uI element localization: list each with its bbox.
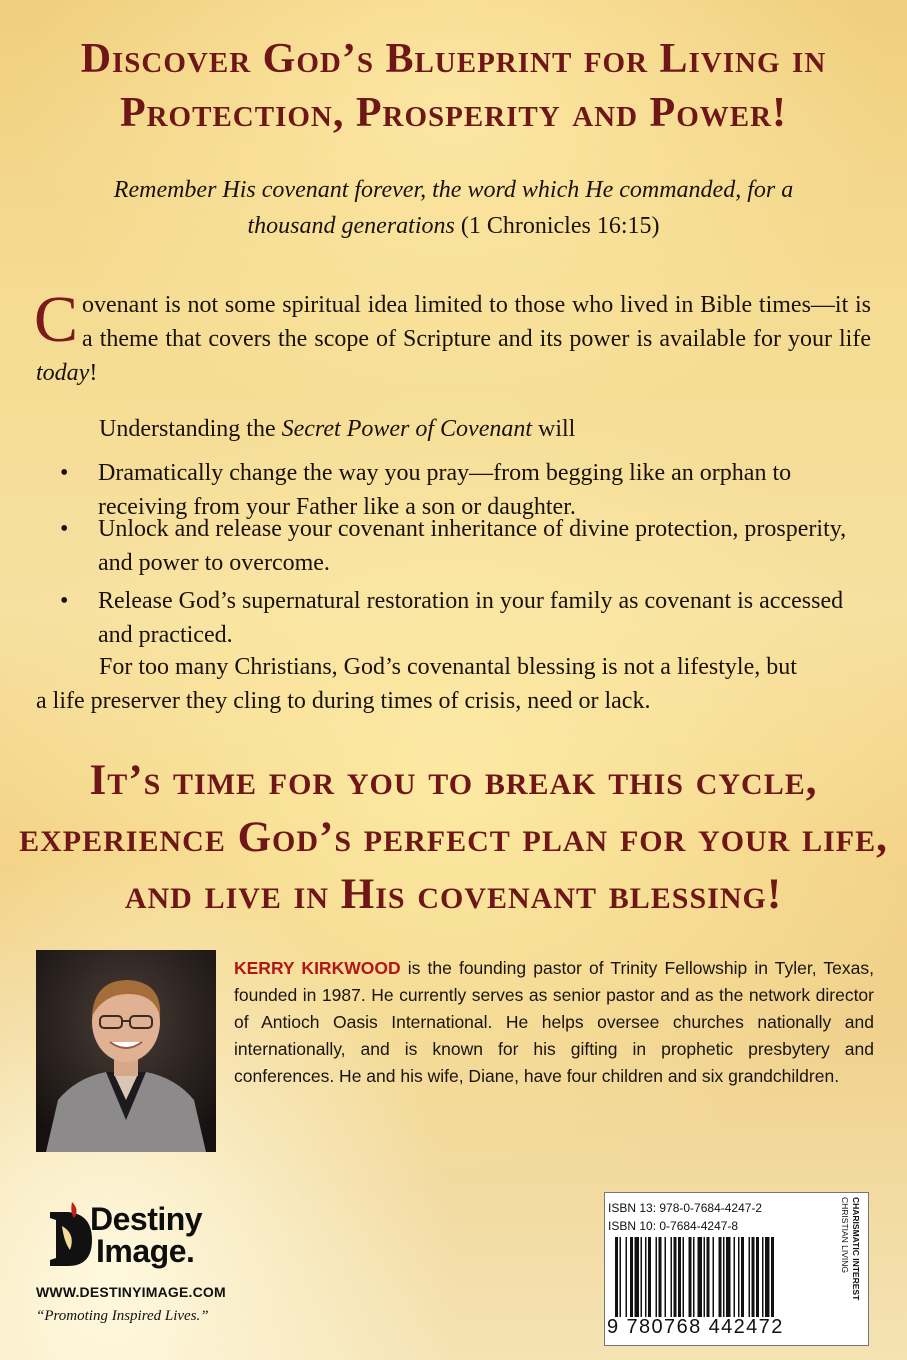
cycle-heading: [0, 752, 907, 923]
closing-paragraph: [36, 650, 871, 718]
barcode-bar: [698, 1237, 703, 1317]
destiny-image-logo-mark-icon: [46, 1200, 94, 1268]
barcode-icon: [611, 1237, 817, 1317]
author-bio-text: is the founding pastor of Trinity Fellowship in Tyler, Texas, founded in 1987. He currently serves as senior pastor and as the network director of Antioch Oasis International. He helps oversee churches nationally and internationally, and is known for his gifting in prophetic presbytery and conferences. He and his wife, Diane, have four children and six grandchildren.: [234, 958, 875, 1086]
author-photo: [36, 950, 216, 1152]
barcode-bar: [713, 1237, 715, 1317]
barcode-digits: 9 780768 442472: [607, 1316, 784, 1338]
publisher-name-word-2: Image.: [96, 1233, 195, 1269]
understanding-after: will: [532, 416, 576, 442]
verse-reference: (1 Chronicles 16:15): [460, 213, 660, 239]
barcode-bar: [615, 1237, 618, 1317]
barcode-bar: [620, 1237, 622, 1317]
category-primary: CHARISMATIC INTEREST: [851, 1197, 861, 1301]
isbn-10: ISBN 10: 0-7684-4247-8: [608, 1219, 739, 1233]
barcode-bar: [659, 1237, 662, 1317]
barcode-bar: [671, 1237, 673, 1317]
barcode-bar: [738, 1237, 740, 1317]
cycle-heading-line-1: It’s time for you to break this cycle,: [89, 757, 818, 804]
main-heading-line-1: Discover God’s Blueprint for Living in: [80, 36, 827, 82]
barcode-bar: [626, 1237, 628, 1317]
isbn-13: ISBN 13: 978-0-7684-4247-2: [608, 1201, 763, 1215]
scripture-verse: [60, 172, 847, 244]
intro-emphasis: today: [36, 360, 90, 386]
intro-text-end: !: [89, 360, 98, 386]
book-title-mention: Secret Power of Covenant: [281, 416, 533, 442]
barcode-bar: [678, 1237, 681, 1317]
barcode-bar: [756, 1237, 759, 1317]
barcode-bar: [693, 1237, 695, 1317]
barcode-bar: [771, 1237, 774, 1317]
drop-cap: C: [34, 283, 79, 356]
barcode-bar: [674, 1237, 677, 1317]
intro-text: ovenant is not some spiritual idea limited to those who lived in Bible times—it is a theme that covers the scope of Scripture and its power is available for your life: [82, 292, 871, 352]
main-heading-line-2: Protection, Prosperity and Power!: [119, 90, 788, 136]
barcode-bar: [689, 1237, 692, 1317]
publisher-tagline: “Promoting Inspired Lives.”: [36, 1308, 209, 1324]
author-bio: [234, 955, 874, 1090]
verse-quote-line-1: Remember His covenant forever, the word which He commanded, for a: [113, 177, 794, 203]
barcode-bar: [749, 1237, 751, 1317]
barcode-bar: [752, 1237, 755, 1317]
bullet-marker: •: [60, 588, 69, 614]
barcode-bar: [645, 1237, 647, 1317]
closing-line-1: For too many Christians, God’s covenantal blessing is not a lifestyle, but: [99, 654, 797, 680]
author-name: KERRY KIRKWOOD: [234, 958, 401, 978]
barcode-bar: [707, 1237, 710, 1317]
publisher-name-word-1: Destiny: [90, 1201, 203, 1237]
bullet-text: Unlock and release your covenant inheritance of divine protection, prosperity, and power to overcome.: [98, 516, 847, 576]
understanding-line: [99, 412, 871, 446]
bullet-marker: •: [60, 460, 69, 486]
closing-line-2: a life preserver they cling to during times of crisis, need or lack.: [36, 688, 651, 714]
bisac-category: [829, 1193, 865, 1345]
barcode-panel: [604, 1192, 869, 1346]
understanding-before: Understanding the: [99, 416, 282, 442]
bullet-text: Dramatically change the way you pray—from begging like an orphan to receiving from your Father like a son or daughter.: [98, 460, 792, 520]
barcode-bar: [665, 1237, 667, 1317]
barcode-bar: [630, 1237, 633, 1317]
category-secondary: CHRISTIAN LIVING: [840, 1197, 850, 1274]
barcode-bar: [704, 1237, 706, 1317]
intro-paragraph: [34, 283, 871, 390]
publisher-url: WWW.DESTINYIMAGE.COM: [36, 1284, 226, 1300]
barcode-bar: [641, 1237, 643, 1317]
bullet-text: Release God’s supernatural restoration in your family as covenant is accessed and practiced.: [98, 588, 844, 648]
cycle-heading-line-3: and live in His covenant blessing!: [124, 871, 783, 918]
barcode-bar: [648, 1237, 651, 1317]
barcode-bar: [726, 1237, 731, 1317]
verse-quote-line-2: thousand generations: [247, 213, 455, 239]
barcode-bar: [762, 1237, 764, 1317]
barcode-bar: [635, 1237, 640, 1317]
barcode-bar: [765, 1237, 770, 1317]
barcode-bar: [734, 1237, 736, 1317]
author-portrait-icon: [36, 950, 216, 1152]
bullet-marker: •: [60, 516, 69, 542]
barcode-bar: [656, 1237, 658, 1317]
barcode-bar: [723, 1237, 725, 1317]
publisher-logo: [36, 1198, 276, 1348]
cycle-heading-line-2: experience God’s perfect plan for your life,: [19, 814, 888, 861]
barcode-bar: [683, 1237, 685, 1317]
barcode-bar: [741, 1237, 744, 1317]
barcode-bar: [719, 1237, 722, 1317]
main-heading: [0, 32, 907, 140]
